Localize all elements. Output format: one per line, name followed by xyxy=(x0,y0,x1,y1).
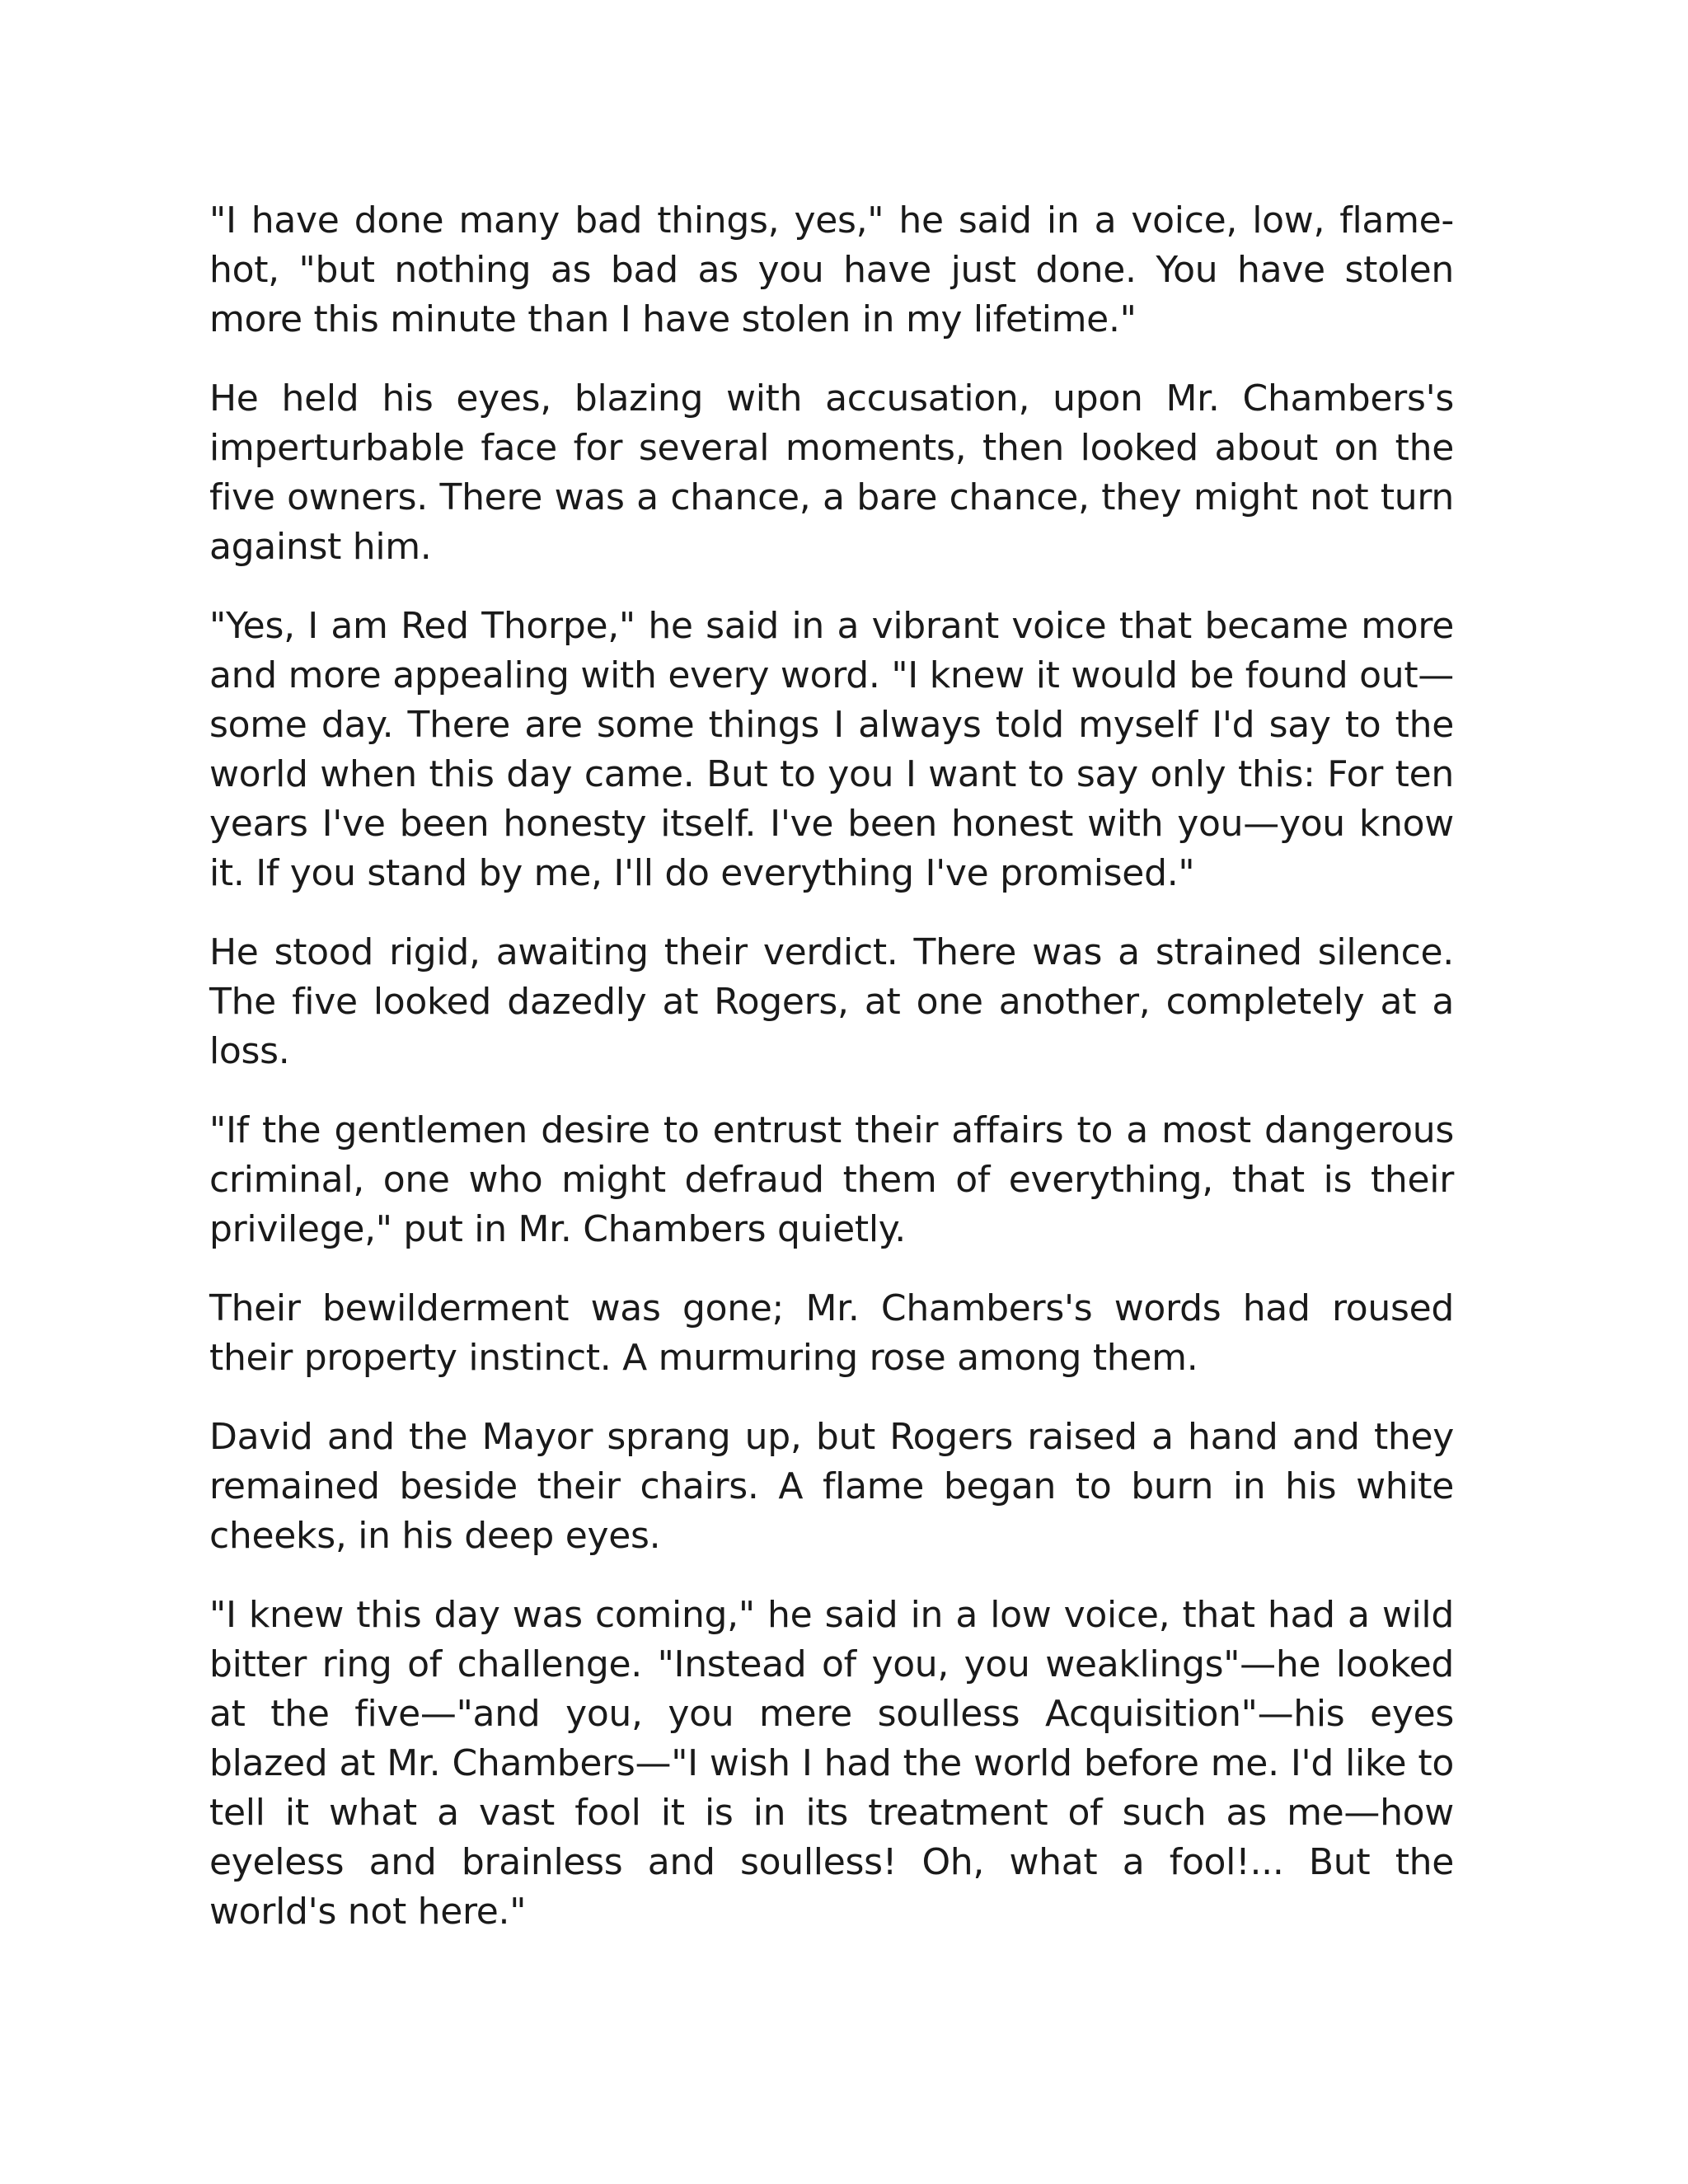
paragraph-4: He stood rigid, awaiting their verdict. There was a strained silence. The five looked dazedly at Rogers, at one another, completely at a loss. xyxy=(209,931,1454,1072)
paragraph-2: He held his eyes, blazing with accusation, upon Mr. Chambers's imperturbable face for several moments, then looked about on the five owners. There was a chance, a bare chance, they might not turn against him. xyxy=(209,377,1454,568)
text-column xyxy=(209,196,1454,1966)
paragraph-6: Their bewilderment was gone; Mr. Chambers's words had roused their property instinct. A murmuring rose among them. xyxy=(209,1287,1454,1379)
paragraph-7: David and the Mayor sprang up, but Rogers raised a hand and they remained beside their chairs. A flame began to burn in his white cheeks, in his deep eyes. xyxy=(209,1416,1454,1557)
paragraph-8: "I knew this day was coming," he said in a low voice, that had a wild bitter ring of challenge. "Instead of you, you weaklings"—he looked at the five—"and you, you mere soulless Acquisition"—his eyes blazed at Mr. Chambers—"I wish I had the world before me. I'd like to tell it what a vast fool it is in its treatment of such as me—how eyeless and brainless and soulless! Oh, what a fool!... But the world's not here." xyxy=(209,1594,1454,1933)
paragraph-5: "If the gentlemen desire to entrust their affairs to a most dangerous criminal, one who might defraud them of everything, that is their privilege," put in Mr. Chambers quietly. xyxy=(209,1109,1454,1250)
paragraph-3: "Yes, I am Red Thorpe," he said in a vibrant voice that became more and more appealing with every word. "I knew it would be found out—some day. There are some things I always told myself I'd say to the world when this day came. But to you I want to say only this: For ten years I've been honesty itself. I've been honest with you—you know it. If you stand by me, I'll do everything I've promised." xyxy=(209,605,1454,894)
paragraph-1: "I have done many bad things, yes," he said in a voice, low, flame-hot, "but nothing as bad as you have just done. You have stolen more this minute than I have stolen in my lifetime." xyxy=(209,199,1454,340)
